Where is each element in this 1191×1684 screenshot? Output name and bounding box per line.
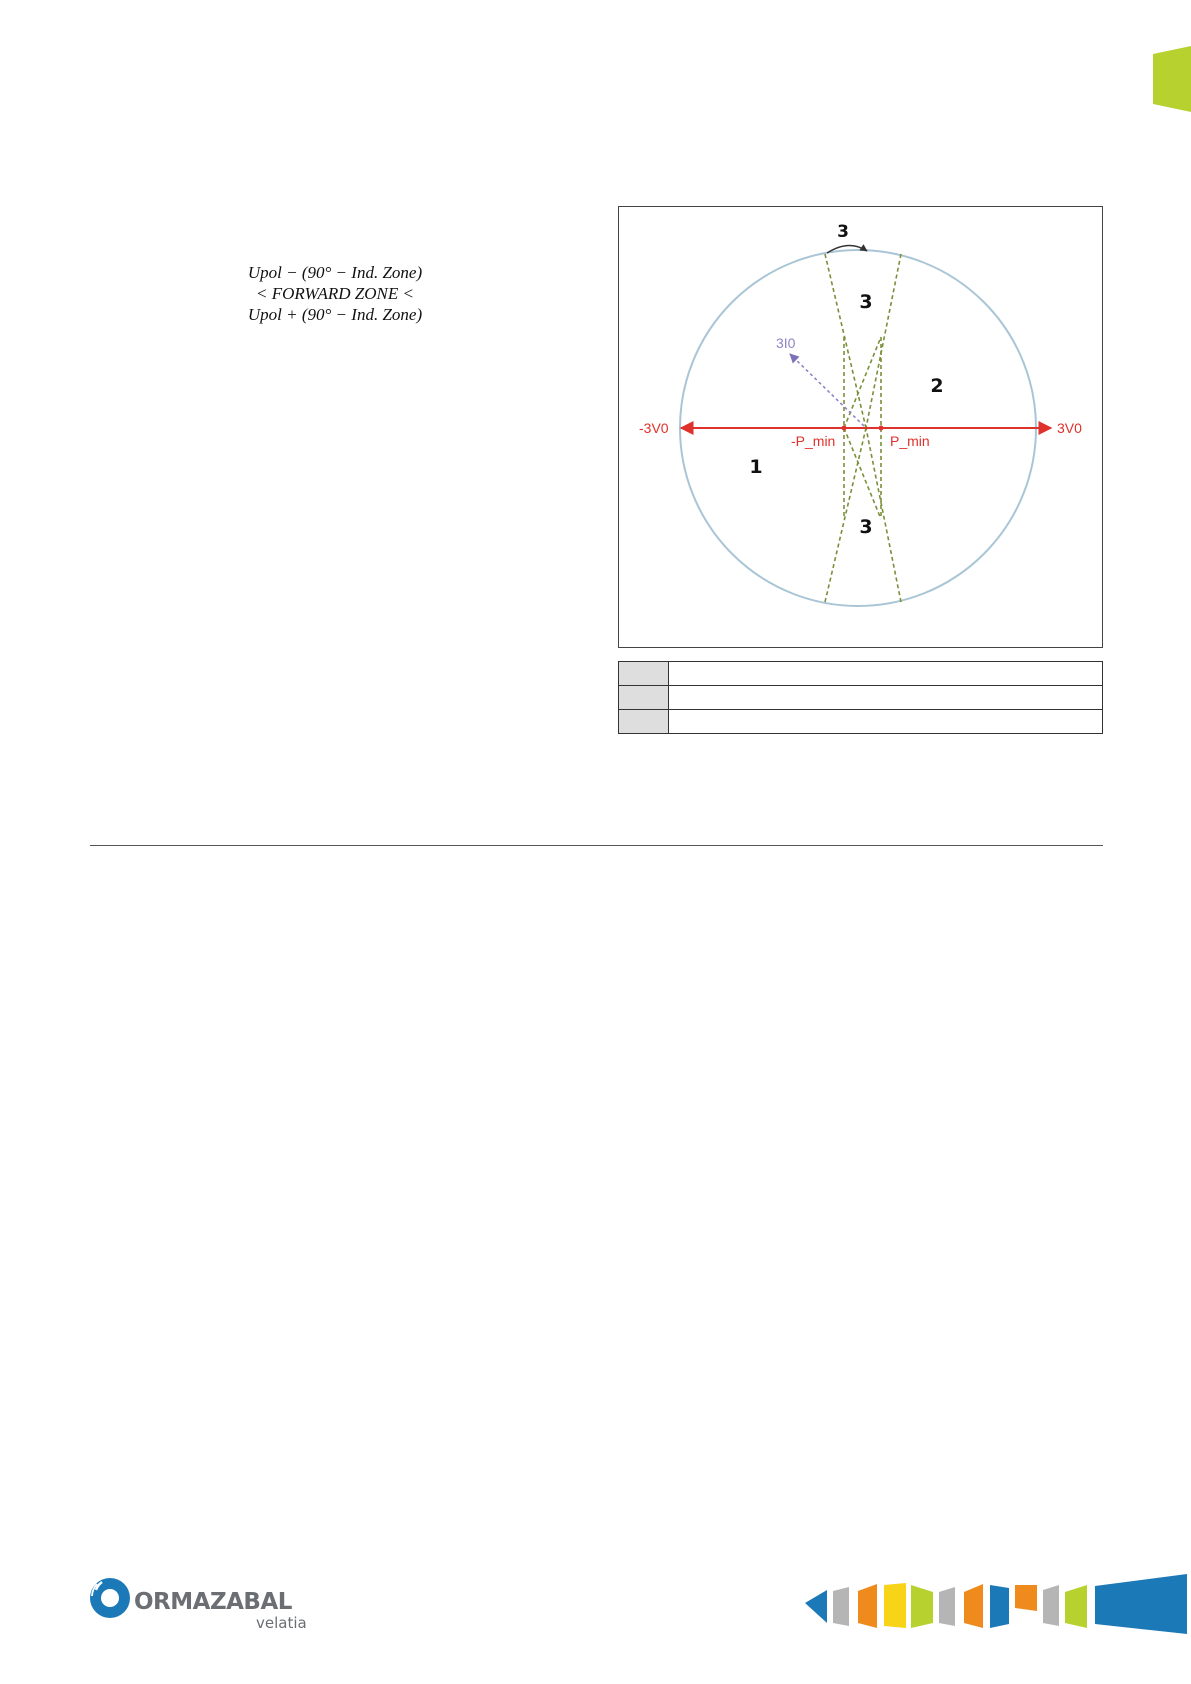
current-vector-label: 3I0 (776, 335, 796, 351)
legend-key (619, 662, 669, 686)
legend-text (669, 686, 1103, 710)
strip-shape (1065, 1585, 1087, 1628)
strip-shape (1015, 1585, 1037, 1611)
zone-label-top: 3 (859, 291, 873, 313)
formula-line-2: < FORWARD ZONE < (256, 284, 414, 303)
strip-shape (858, 1584, 877, 1628)
zone-label-left: 1 (749, 456, 763, 478)
section-divider (90, 845, 1103, 846)
legend-row (619, 662, 1103, 686)
strip-shape (1043, 1585, 1059, 1626)
strip-shape (884, 1583, 906, 1628)
boundary-line-c (825, 428, 866, 602)
pos-pmin-label: P_min (890, 433, 930, 449)
strip-shape (805, 1590, 827, 1623)
boundary-line-a (825, 254, 866, 428)
pos-pmin-point (879, 426, 884, 431)
strip-shape (964, 1584, 983, 1628)
formula-line-1: Upol − (90° − Ind. Zone) (247, 263, 423, 282)
axis-label-right: 3V0 (1057, 420, 1082, 436)
zone-label-right: 2 (930, 375, 944, 397)
strip-shape (911, 1585, 933, 1628)
boundary-line-b (866, 254, 901, 428)
ormazabal-logo (88, 1576, 328, 1634)
section-tab-marker (1145, 46, 1191, 112)
legend-row (619, 686, 1103, 710)
strip-shape (939, 1587, 955, 1626)
legend-text (669, 710, 1103, 734)
brand-color-strip (805, 1568, 1187, 1634)
ormazabal-emblem-icon (90, 1578, 130, 1618)
strip-shape (990, 1585, 1009, 1628)
neg-pmin-point (842, 426, 847, 431)
legend-key (619, 686, 669, 710)
zone-label-bottom: 3 (859, 516, 873, 538)
strip-shape (1095, 1574, 1187, 1634)
logo-subtitle: velatia (256, 1614, 307, 1632)
strip-shape (833, 1587, 849, 1626)
directional-zone-diagram (618, 206, 1103, 648)
diagram-canvas (619, 207, 1104, 649)
axis-label-left: -3V0 (639, 420, 669, 436)
formula-line-3: Upol + (90° − Ind. Zone) (247, 305, 423, 324)
legend-row (619, 710, 1103, 734)
forward-zone-formula (190, 262, 480, 325)
boundary-line-d (866, 428, 901, 602)
zone-label-top-arc: 3 (837, 222, 849, 242)
diagram-legend-table (618, 661, 1103, 734)
current-vector-3i0 (790, 354, 864, 426)
neg-pmin-label: -P_min (791, 433, 836, 449)
legend-text (669, 662, 1103, 686)
logo-wordmark: ORMAZABAL (134, 1589, 292, 1615)
legend-key (619, 710, 669, 734)
